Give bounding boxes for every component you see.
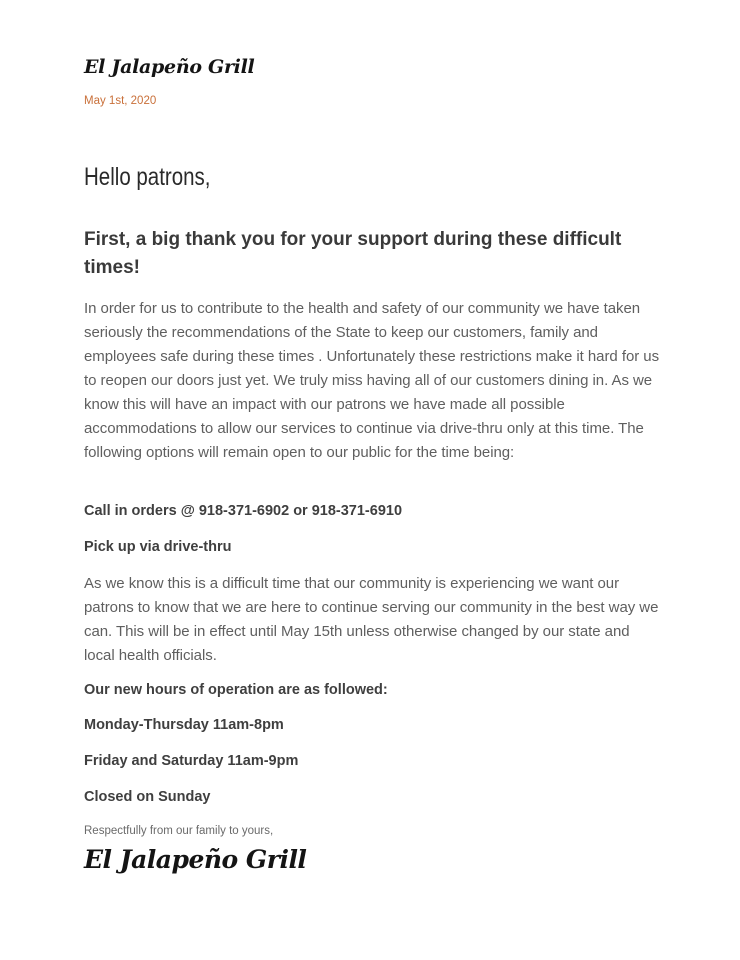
brand-signature: El Jalapeño Grill (84, 845, 307, 874)
hours-weekend: Friday and Saturday 11am-9pm (84, 753, 299, 769)
brand-logo-top: El Jalapeño Grill (84, 56, 255, 78)
call-in-orders: Call in orders @ 918-371-6902 or 918-371-6910 (84, 503, 403, 519)
paragraph-intro: In order for us to contribute to the health and safety of our community we have taken seriously the recommendations of the State to keep our customers, family and employees safe during these times . Unfortunately these restrictions make it hard for us to reopen our doors just yet. We truly miss having all of our customers dining in. As we know this will have an impact with our patrons we have made all possible accommodations to allow our services to continue via drive-thru only at this time. The following options will remain open to our public for the time being: (84, 300, 660, 461)
letter-date: May 1st, 2020 (84, 95, 157, 107)
hours-sunday: Closed on Sunday (84, 789, 211, 805)
headline: First, a big thank you for your support during these difficult times! (84, 229, 622, 278)
hours-weekday: Monday-Thursday 11am-8pm (84, 717, 284, 733)
signoff: Respectfully from our family to yours, (84, 825, 274, 837)
pickup-option: Pick up via drive-thru (84, 539, 232, 555)
greeting: Hello patrons, (84, 163, 211, 191)
hours-title: Our new hours of operation are as followed: (84, 682, 388, 698)
paragraph-notice: As we know this is a difficult time that our community is experiencing we want our patrons to know that we are here to continue serving our community in the best way we can. This will be in effect until May 15th unless otherwise changed by our state and local health officials. (84, 575, 659, 664)
